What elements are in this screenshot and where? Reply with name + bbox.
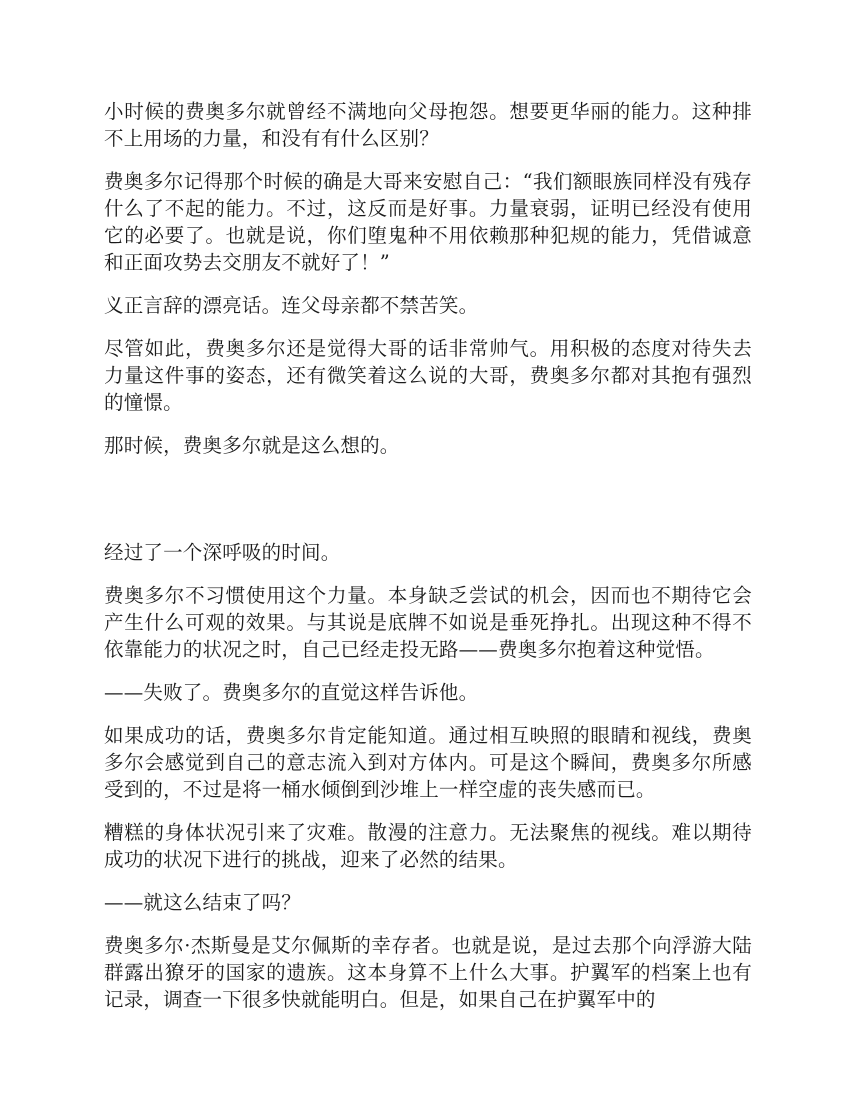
document-page (104, 98, 752, 1029)
paragraph: ——失败了。费奥多尔的直觉这样告诉他。 (104, 681, 479, 704)
paragraph: 那时候，费奥多尔就是这么想的。 (104, 434, 400, 457)
paragraph: 义正言辞的漂亮话。连父母亲都不禁苦笑。 (104, 294, 479, 317)
paragraph: ——就这么结束了吗？ (104, 891, 302, 914)
paragraph: 糟糕的身体状况引来了灾难。散漫的注意力。无法聚焦的视线。难以期待成功的状况下进行的挑战，迎来了必然的结果。 (104, 821, 752, 871)
paragraph: 费奥多尔不习惯使用这个力量。本身缺乏尝试的机会，因而也不期待它会产生什么可观的效果。与其说是底牌不如说是垂死挣扎。出现这种不得不依靠能力的状况之时，自己已经走投无路——费奥多尔抱着这种觉悟。 (104, 584, 752, 661)
paragraph: 如果成功的话，费奥多尔肯定能知道。通过相互映照的眼睛和视线，费奥多尔会感觉到自己的意志流入到对方体内。可是这个瞬间，费奥多尔所感受到的，不过是将一桶水倾倒到沙堆上一样空虚的丧失感而已。 (104, 724, 752, 801)
paragraph: 尽管如此，费奥多尔还是觉得大哥的话非常帅气。用积极的态度对待失去力量这件事的姿态，还有微笑着这么说的大哥，费奥多尔都对其抱有强烈的憧憬。 (104, 337, 752, 414)
paragraph: 费奥多尔·杰斯曼是艾尔佩斯的幸存者。也就是说，是过去那个向浮游大陆群露出獠牙的国家的遗族。这本身算不上什么大事。护翼军的档案上也有记录，调查一下很多快就能明白。但是，如果自己在护翼军中的 (104, 934, 752, 1011)
paragraph: 费奥多尔记得那个时候的确是大哥来安慰自己：“我们额眼族同样没有残存什么了不起的能力。不过，这反而是好事。力量衰弱，证明已经没有使用它的必要了。也就是说，你们堕鬼种不用依赖那种犯规的能力，凭借诚意和正面攻势去交朋友不就好了！” (104, 170, 752, 274)
paragraph: 小时候的费奥多尔就曾经不满地向父母抱怨。想要更华丽的能力。这种排不上用场的力量，和没有有什么区别？ (104, 100, 752, 150)
paragraph: 经过了一个深呼吸的时间。 (104, 541, 341, 564)
section-break (104, 475, 752, 539)
